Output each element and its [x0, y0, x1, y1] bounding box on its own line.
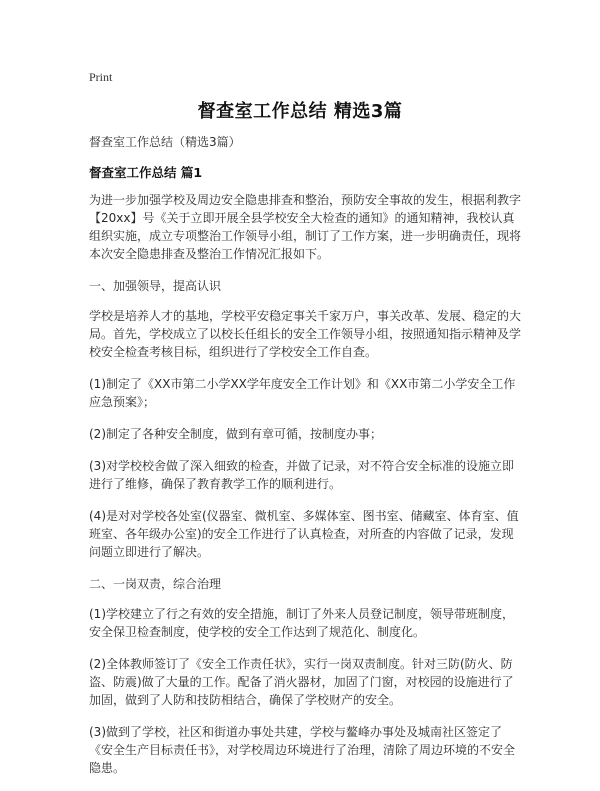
- paragraph-school-safety: 学校是培养人才的基地，学校平安稳定事关千家万户，事关改革、发展、稳定的大局。首先，学校成立了以校长任组长的安全工作领导小组，按照通知指示精神及学校安全检查考核目标，组织进行了学校安全工作自查。: [89, 309, 522, 359]
- heading-part-two: 二、一岗双责，综合治理: [89, 577, 222, 591]
- paragraph-intro: 为进一步加强学校及周边安全隐患排查和整治，预防安全事故的发生，根据利教字【20xx】号《关于立即开展全县学校安全大检查的通知》的通知精神，我校认真组织实施，成立专项整治工作领导小组，制订了工作方案，进一步明确责任，现将本次安全隐患排查及整治工作情况汇报如下。: [89, 193, 522, 261]
- heading-part-one: 一、加强领导，提高认识: [89, 279, 222, 293]
- list-item: (1)制定了《XX市第二小学XX学年度安全工作计划》和《XX市第二小学安全工作应急预案》；: [89, 377, 516, 409]
- page-title: 督查室工作总结 精选3篇: [197, 101, 403, 122]
- list-item: (3)对学校校舍做了深入细致的检查，并做了记录，对不符合安全标准的设施立即进行了维修，确保了教育教学工作的顺利进行。: [89, 459, 515, 491]
- section-title: 督查室工作总结 篇1: [89, 165, 203, 180]
- document-subtitle: 督查室工作总结（精选3篇）: [89, 135, 241, 149]
- print-link[interactable]: Print: [89, 70, 113, 84]
- list-item: (2)制定了各种安全制度，做到有章可循，按制度办事；: [89, 427, 383, 441]
- list-item: (2)全体教师签订了《安全工作责任状》，实行一岗双责制度。针对三防(防火、防盗、防震)做了大量的工作。配备了消火器材，加固了门窗，对校园的设施进行了加固，做到了人防和技防相结合，确保了学校财产的安全。: [89, 657, 514, 707]
- list-item: (4)是对对学校各处室(仪器室、微机室、多媒体室、图书室、储藏室、体育室、值班室、各年级办公室)的安全工作进行了认真检查，对所查的内容做了记录，发现问题立即进行了解决。: [89, 509, 519, 559]
- list-item: (1)学校建立了行之有效的安全措施，制订了外来人员登记制度，领导带班制度，安全保卫检查制度，使学校的安全工作达到了规范化、制度化。: [89, 607, 515, 639]
- list-item: (3)做到了学校，社区和街道办事处共建，学校与鳌峰办事处及城南社区签定了《安全生产目标责任书》，对学校周边环境进行了治理，清除了周边环境的不安全隐患。: [89, 725, 516, 775]
- document-body: [89, 133, 521, 791]
